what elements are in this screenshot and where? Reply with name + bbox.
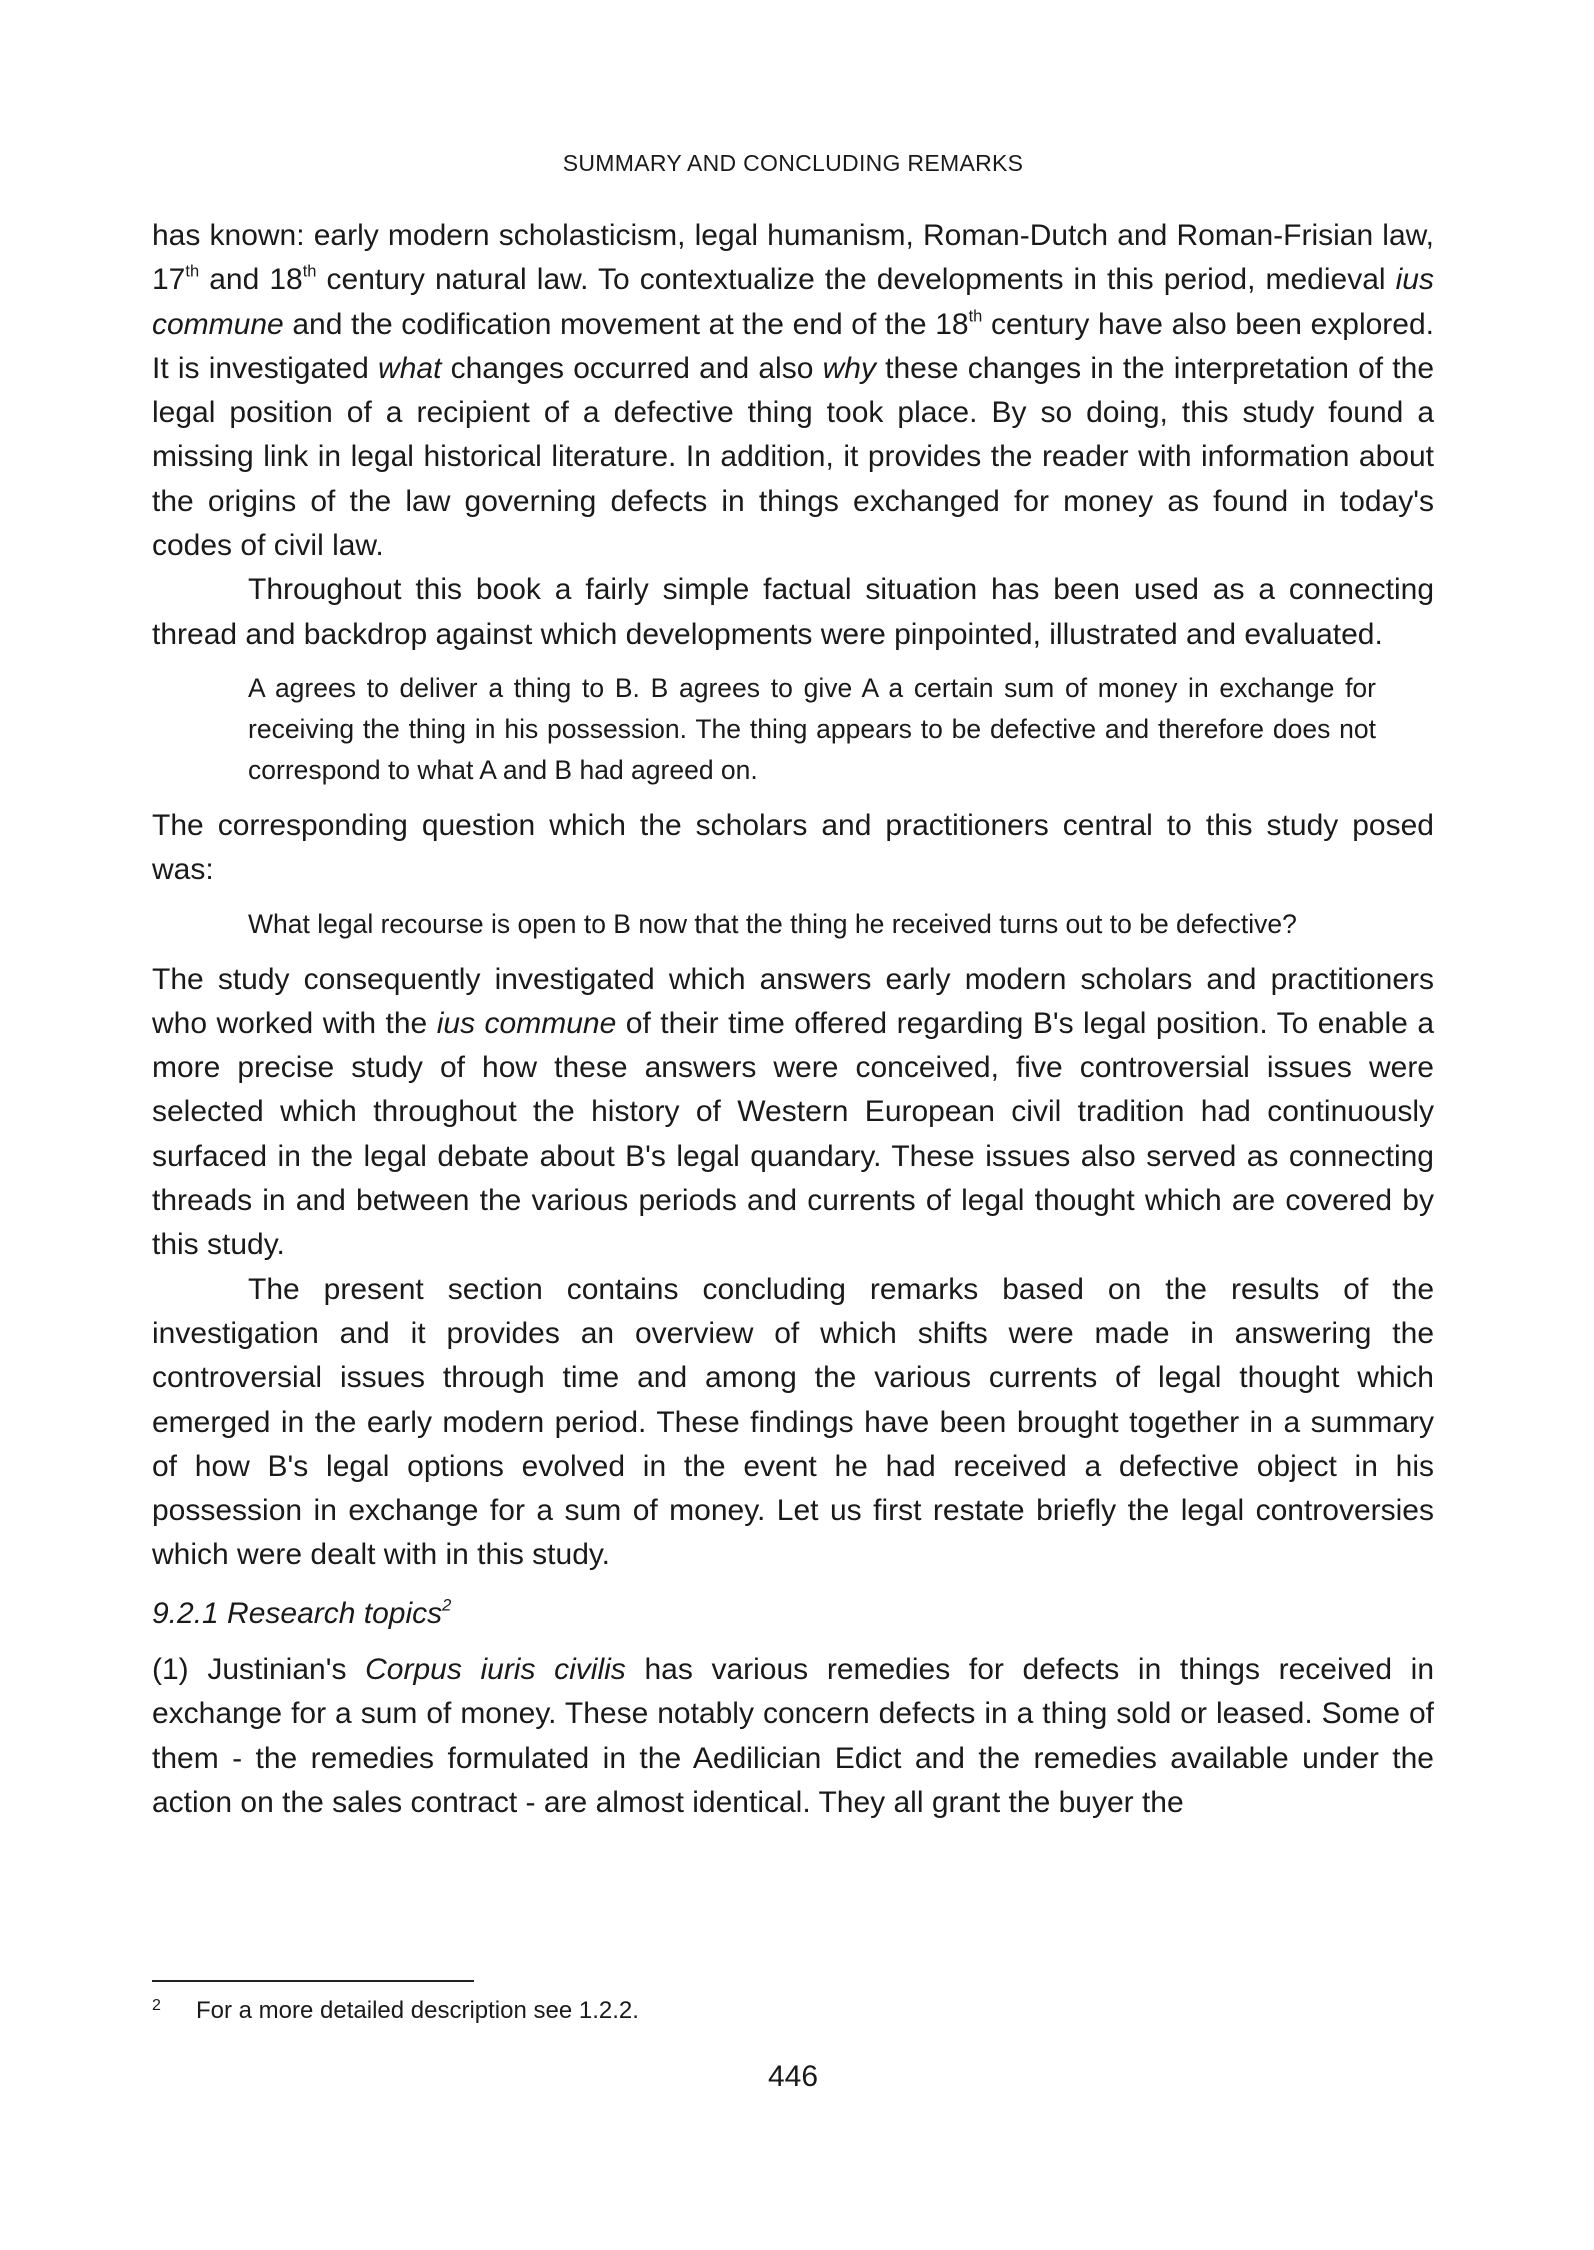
paragraph-3: The corresponding question which the scholars and practitioners central to this study posed was: — [152, 808, 1434, 887]
paragraph-1: has known: early modern scholasticism, legal humanism, Roman-Dutch and Roman-Frisian law, 17th and 18th century natural law. To contextualize the developments in this period, medieval ius commune and the codification movement at the end of the 18th century have also been explored. It is investigated what changes occurred and also why these changes in the interpretation of the legal position of a recipient of a defective thing took place. By so doing, this study found a missing link in legal historical literature. In addition, it provides the reader with information about the origins of the law governing defects in things exchanged for money as found in today's codes of civil law. — [152, 219, 1435, 563]
paragraph-4: The study consequently investigated which answers early modern scholars and practitioners who worked with the ius commune of their time offered regarding B's legal position. To enable a more precise study of how these answers were conceived, five controversial issues were selected which throughout the history of Western European civil tradition had continuously surfaced in the legal debate about B's legal quandary. These issues also served as connecting threads in and between the various periods and currents of legal thought which are covered by this study. — [152, 962, 1435, 1262]
paragraph-2: Throughout this book a fairly simple factual situation has been used as a connecting thread and backdrop against which developments were pinpointed, illustrated and evaluated. — [152, 573, 1434, 651]
running-head: SUMMARY AND CONCLUDING REMARKS — [562, 150, 1024, 176]
paragraph-5: The present section contains concluding remarks based on the results of the investigation and it provides an overview of which shifts were made in answering the controversial issues through time and among the various currents of legal thought which emerged in the early modern period. These findings have been brought together in a summary of how B's legal options evolved in the event he had received a defective object in his possession in exchange for a sum of money. Let us first restate briefly the legal controversies which were dealt with in this study. — [152, 1272, 1434, 1572]
block-quote-question: What legal recourse is open to B now that the thing he received turns out to be defective? — [248, 908, 1297, 939]
page-number: 446 — [767, 2060, 819, 2093]
body-text — [152, 214, 1434, 1825]
block-quote-scenario: A agrees to deliver a thing to B. B agrees to give A a certain sum of money in exchange for receiving the thing in his possession. The thing appears to be defective and therefore does not correspond to what A and B had agreed on. — [248, 672, 1376, 785]
footnote-reference[interactable]: 2 — [442, 1596, 452, 1615]
footnote-number: 2 — [152, 1997, 161, 2014]
section-heading: 9.2.1 Research topics$^2$ — [152, 1596, 452, 1630]
footnote — [152, 1990, 1434, 2027]
footnote-divider — [152, 1980, 474, 1982]
paragraph-6: (1) Justinian's Corpus iuris civilis has various remedies for defects in things received in exchange for a sum of money. These notably concern defects in a thing sold or leased. Some of them - the remedies formulated in the Aedilician Edict and the remedies available under the action on the sales contract - are almost identical. They all grant the buyer the — [152, 1653, 1435, 1819]
footnote-text: For a more detailed description see 1.2.2. — [196, 1997, 639, 2024]
